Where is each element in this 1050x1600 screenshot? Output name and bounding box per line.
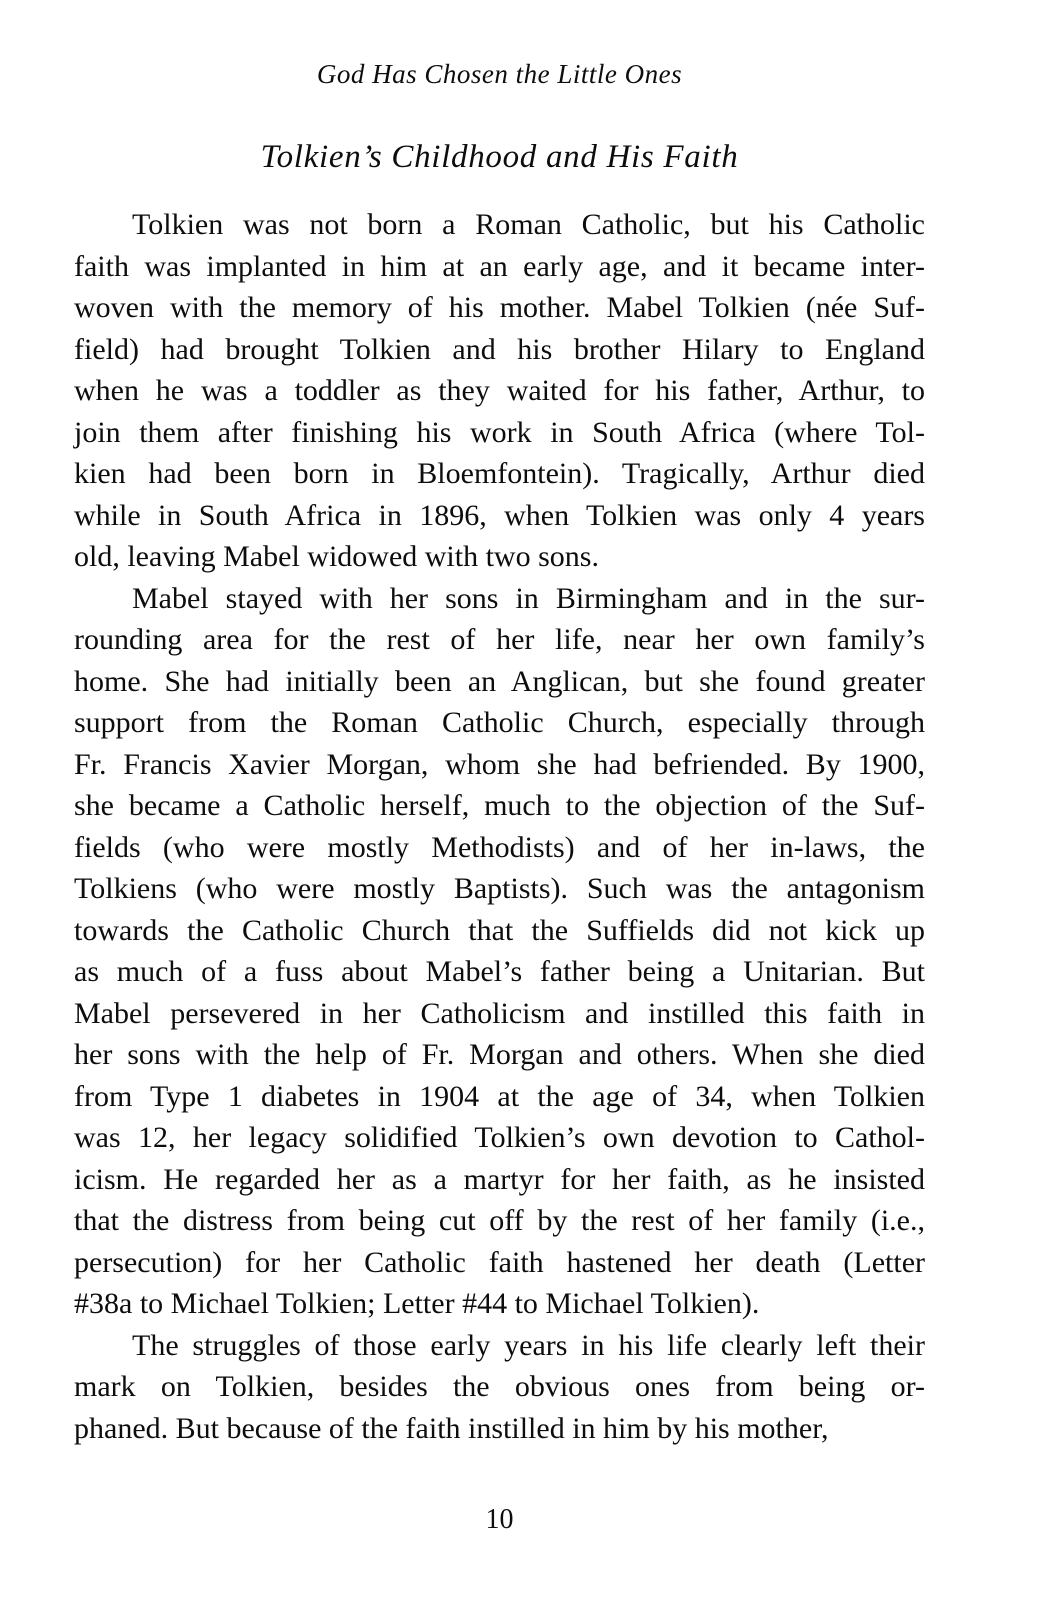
text-line: that the distress from being cut off by the rest of her family (i.e., xyxy=(74,1204,925,1237)
text-line: faith was implanted in him at an early age, and it became inter- xyxy=(74,249,925,283)
text-line: The struggles of those early years in his life clearly left their xyxy=(132,1328,925,1362)
text-line: woven with the memory of his mother. Mabel Tolkien (née Suf- xyxy=(74,291,925,324)
running-header: God Has Chosen the Little Ones xyxy=(316,59,683,89)
text-line: as much of a fuss about Mabel’s father being a Unitarian. But xyxy=(74,955,925,988)
text-block xyxy=(74,0,925,1600)
text-line: support from the Roman Catholic Church, especially through xyxy=(74,706,925,739)
body-text xyxy=(74,204,925,1449)
text-line: Tolkien was not born a Roman Catholic, but his Catholic xyxy=(132,208,925,241)
text-line: towards the Catholic Church that the Suffields did not kick up xyxy=(74,913,925,947)
text-line: join them after finishing his work in South Africa (where Tol- xyxy=(74,415,925,449)
text-line: while in South Africa in 1896, when Tolkien was only 4 years xyxy=(74,498,925,532)
text-line: rounding area for the rest of her life, near her own family’s xyxy=(74,623,925,656)
text-line: mark on Tolkien, besides the obvious ones from being or- xyxy=(74,1370,925,1403)
text-line: old, leaving Mabel widowed with two sons. xyxy=(74,540,599,573)
paragraph xyxy=(74,204,925,578)
text-line: phaned. But because of the faith instilled in him by his mother, xyxy=(74,1411,829,1445)
text-line: #38a to Michael Tolkien; Letter #44 to Michael Tolkien). xyxy=(74,1287,760,1320)
text-line: home. She had initially been an Anglican, but she found greater xyxy=(74,664,925,698)
page-number: 10 xyxy=(485,1504,514,1535)
paragraph xyxy=(74,1325,925,1450)
text-line: icism. He regarded her as a martyr for her faith, as he insisted xyxy=(74,1162,925,1196)
text-line: Mabel stayed with her sons in Birmingham and in the sur- xyxy=(132,581,925,615)
paragraph xyxy=(74,578,925,1325)
text-line: Fr. Francis Xavier Morgan, whom she had befriended. By 1900, xyxy=(74,747,925,781)
text-line: her sons with the help of Fr. Morgan and others. When she died xyxy=(74,1038,925,1071)
text-line: she became a Catholic herself, much to the objection of the Suf- xyxy=(74,789,925,822)
text-line: from Type 1 diabetes in 1904 at the age of 34, when Tolkien xyxy=(74,1079,925,1113)
text-line: when he was a toddler as they waited for his father, Arthur, to xyxy=(74,374,925,407)
section-title: Tolkien’s Childhood and His Faith xyxy=(260,139,739,175)
text-line: fields (who were mostly Methodists) and of her in-laws, the xyxy=(74,830,925,864)
text-line: persecution) for her Catholic faith hastened her death (Letter xyxy=(74,1245,925,1279)
text-line: Tolkiens (who were mostly Baptists). Such was the antagonism xyxy=(74,872,925,905)
text-line: Mabel persevered in her Catholicism and instilled this faith in xyxy=(74,996,925,1030)
text-line: kien had been born in Bloemfontein). Tragically, Arthur died xyxy=(74,457,925,490)
text-line: field) had brought Tolkien and his brother Hilary to England xyxy=(74,332,925,366)
text-line: was 12, her legacy solidified Tolkien’s own devotion to Cathol- xyxy=(74,1121,925,1154)
